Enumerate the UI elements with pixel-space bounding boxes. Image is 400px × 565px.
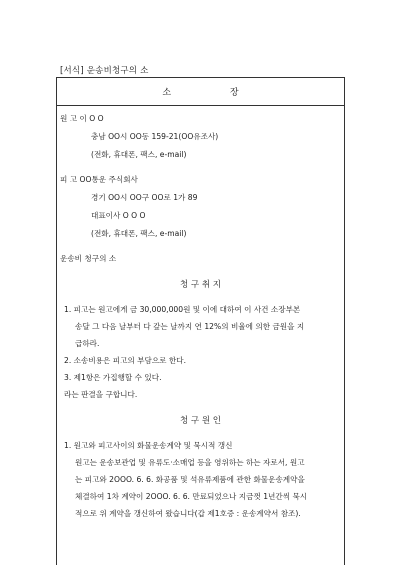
case-name: 운송비 청구의 소 [60,254,117,263]
defendant-label: 피 고 OO통운 주식회사 [60,175,138,184]
claim-heading: 청 구 취 지 [180,280,221,290]
cause-line: 체결하여 1차 계약이 2OOO. 6. 6. 만료되었으나 지금껏 1년간씩 묵시 [75,492,308,501]
cause-line: 는 피고와 2OOO. 6. 6. 화공품 및 석유류제품에 관한 화물운송계약을 [75,475,305,484]
cause-heading: 청 구 원 인 [180,416,221,426]
cause-line: 원고는 운송보관업 및 유류도·소매업 등을 영위하는 하는 자로서, 원고 [75,458,305,467]
claim-item: 송달 그 다음 날부터 다 갚는 날까지 연 12%의 비율에 의한 금원을 지 [75,322,305,331]
plaintiff-address: 충남 OO시 OO동 159-21(OO유조사) [91,132,219,141]
plaintiff-label: 원 고 이 O O [60,114,104,123]
cause-line: 적으로 위 계약을 갱신하여 왔습니다(갑 제1호증 : 운송계약서 참조). [75,509,301,518]
claim-item: 3. 제1항은 가집행할 수 있다. [64,373,162,382]
defendant-representative: 대표이사 O O O [91,211,146,220]
cause-subheading: 1. 원고와 피고사이의 화물운송계약 및 묵시적 갱신 [64,441,233,450]
form-label: [서식] 운송비청구의 소 [60,66,149,76]
document-title: 소 장 [57,78,344,106]
claim-item: 급하라. [75,339,100,348]
defendant-contact: (전화, 휴대폰, 팩스, e-mail) [91,229,187,238]
claim-item: 라는 판결을 구합니다. [64,390,138,399]
claim-item: 1. 피고는 원고에게 금 30,000,000원 및 이에 대하여 이 사건 소장부본 [64,305,301,314]
defendant-address: 경기 OO시 OO구 OO로 1가 89 [91,193,198,202]
plaintiff-contact: (전화, 휴대폰, 팩스, e-mail) [91,150,187,159]
claim-item: 2. 소송비용은 피고의 부담으로 한다. [64,356,187,365]
